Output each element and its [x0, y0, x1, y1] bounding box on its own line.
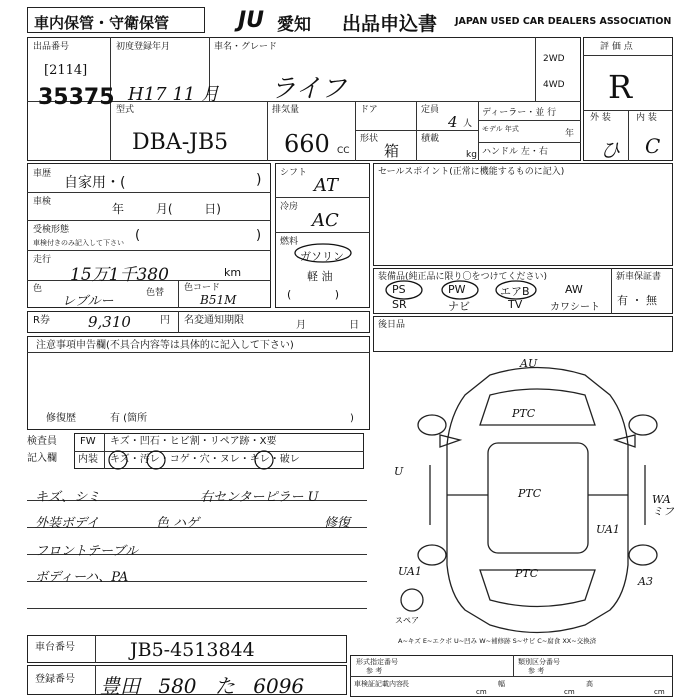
- displacement-label: 排気量: [272, 105, 300, 115]
- note-3: 色 ハゲ: [156, 516, 200, 531]
- kg-unit: kg: [466, 150, 477, 160]
- sales-point-label: セールスポイント(正常に機能するものに記入): [378, 167, 565, 177]
- diagram-mark-mifu: ミフ: [652, 505, 674, 518]
- fw-label: FW: [80, 436, 96, 447]
- transfer-label: 名変通知期限: [184, 315, 244, 326]
- mileage-value: 15万1千380: [70, 265, 169, 285]
- after-label: 後日品: [378, 320, 406, 330]
- equipment-label: 装備品(純正品に限り〇をつけてください): [378, 272, 548, 282]
- history-close: ): [256, 172, 262, 188]
- ju-logo: JU: [238, 8, 265, 33]
- repair-label: 修復歴: [46, 413, 76, 424]
- color-code-label: 色コード: [184, 283, 221, 293]
- equip-navi: ナビ: [448, 300, 470, 313]
- registration-value: 豊田 580 た 6096: [100, 674, 305, 698]
- ref-label: 参 考: [366, 667, 383, 675]
- car-diagram: [394, 355, 675, 630]
- diagram-mark-a3: A3: [638, 575, 653, 588]
- exterior-label: 外 装: [590, 113, 611, 123]
- interior-value: C: [645, 134, 661, 158]
- shift-label: シフト: [280, 168, 308, 178]
- fuel-paren: ( ): [287, 288, 340, 301]
- first-reg-value: H17 11 月: [128, 84, 219, 105]
- interior-items: キズ・汚レ・コゲ・穴・ヌレ・キレ・破レ: [110, 454, 300, 465]
- color-label: 色: [33, 284, 43, 294]
- person-unit: 人: [463, 119, 473, 129]
- cm-1: cm: [476, 688, 487, 696]
- exterior-value: ひ: [600, 138, 620, 162]
- recycle-unit: 円: [160, 315, 170, 326]
- warranty-value: 有 ・ 無: [617, 294, 657, 307]
- equip-tv: TV: [508, 298, 523, 311]
- capacity-label: 定員: [421, 105, 440, 115]
- model-label: 車名・グレード: [214, 42, 278, 52]
- shift-value: AT: [314, 175, 339, 196]
- model-value: ライフ: [270, 74, 347, 104]
- repair-value: 有 (箇所: [110, 413, 148, 424]
- load-label: 積載: [421, 134, 440, 144]
- registration-label: 登録番号: [35, 674, 75, 685]
- km-unit: km: [224, 266, 242, 279]
- drive-4wd: 4WD: [543, 80, 565, 90]
- note-2: 外装ボデイ: [35, 516, 100, 531]
- listing-no-label: 出品番号: [33, 42, 70, 52]
- shape-label: 形状: [360, 134, 379, 144]
- ref2-label: 参 考: [528, 667, 545, 675]
- storage-note-box: [27, 7, 205, 33]
- equip-ps: PS: [392, 283, 406, 296]
- inspection-value: 年 月( 日): [112, 202, 221, 216]
- door-label: ドア: [360, 105, 378, 115]
- category-label: 類別区分番号: [518, 658, 560, 666]
- storage-note: 車内保管・守衛保管: [34, 14, 170, 32]
- note-6: 右センターピラー U: [200, 490, 319, 505]
- capacity-value: 4: [448, 113, 458, 131]
- warranty-label: 新車保証書: [616, 272, 662, 282]
- receiving-sub: 車検付きのみ記入して下さい: [33, 239, 124, 247]
- model-year-label: モデル 年式: [482, 125, 519, 133]
- width-label: 幅: [498, 680, 505, 688]
- history-value: 自家用・(: [64, 175, 126, 191]
- note-1: キズ、シミ: [35, 490, 101, 505]
- interior-label: 内 装: [636, 113, 657, 123]
- chassis-value: JB5-4513844: [130, 639, 255, 661]
- inspection-label: 車検: [33, 197, 52, 207]
- recycle-label: R券: [33, 315, 50, 326]
- title-prefix: 愛知: [277, 15, 311, 35]
- equip-aw: AW: [565, 283, 583, 296]
- receiving-label: 受検形態: [33, 225, 70, 235]
- type-value: DBA-JB5: [132, 130, 229, 155]
- spare-label: スペア: [395, 616, 419, 625]
- diagram-mark-ptc-3: PTC: [515, 567, 539, 580]
- note-4: フロントテーブル: [35, 544, 138, 559]
- ac-label: 冷房: [280, 202, 299, 212]
- history-label: 車歴: [33, 169, 52, 179]
- fw-items: キズ・凹石・ヒビ割・リペア跡・X要: [110, 436, 277, 447]
- equip-pw: PW: [448, 283, 466, 296]
- after-block: [373, 316, 673, 352]
- length-label: 長: [402, 680, 409, 688]
- note-5: ボディーハ、PA: [35, 570, 129, 585]
- color-code-value: B51M: [200, 293, 237, 307]
- inspector-label2: 記入欄: [27, 453, 57, 464]
- receiving-paren: (: [135, 228, 141, 243]
- transfer-value: 月 日: [296, 320, 360, 331]
- drive-2wd: 2WD: [543, 54, 565, 64]
- ac-value: AC: [312, 210, 339, 231]
- equip-airbag: エアB: [500, 285, 530, 298]
- page-title: 出品申込書: [342, 13, 438, 35]
- year-unit: 年: [565, 129, 575, 139]
- dealer-label: ディーラー・並 行: [482, 108, 557, 118]
- displacement-value: 660: [284, 130, 330, 158]
- diagram-legend: A~キズ E~エクボ U~凹み W~補修跡 S~サビ C~腐食 XX~交換済: [398, 637, 597, 645]
- rating-value: R: [608, 68, 633, 106]
- height-label: 高: [586, 680, 593, 688]
- equip-seat: カワシート: [550, 302, 600, 313]
- diagram-mark-ptc-2: PTC: [518, 487, 542, 500]
- listing-code: [2114]: [44, 63, 88, 78]
- notes-header: 注意事項申告欄(不具合内容等は具体的に記入して下さい): [36, 340, 294, 351]
- type-label: 型式: [116, 105, 135, 115]
- diagram-mark-u: U: [394, 465, 404, 478]
- rating-label: 評 価 点: [600, 42, 633, 52]
- cc-unit: CC: [337, 146, 350, 156]
- type-dept-label: 形式指定番号: [356, 658, 398, 666]
- cm-3: cm: [654, 688, 665, 696]
- fuel-diesel: 軽 油: [307, 270, 333, 283]
- equip-sr: SR: [392, 298, 407, 311]
- diagram-mark-ptc-1: PTC: [512, 407, 536, 420]
- interior-code-label: 内装: [78, 454, 98, 465]
- recycle-value: 9,310: [88, 313, 131, 331]
- fuel-circle: [293, 242, 353, 264]
- diagram-mark-ua1-1: UA1: [596, 523, 620, 536]
- chassis-label: 車台番号: [35, 642, 75, 653]
- handle-label: ハンドル 左・右: [482, 147, 548, 157]
- fuel-label: 燃料: [280, 237, 299, 247]
- mileage-label: 走行: [33, 255, 52, 265]
- sales-point-block: [373, 163, 673, 266]
- first-reg-label: 初度登録年月: [116, 42, 171, 52]
- fuel-gasoline: ガソリン: [300, 250, 344, 263]
- color-value: レブルー: [62, 294, 114, 309]
- note-7: 修復: [324, 516, 351, 531]
- diagram-mark-wa: WA: [652, 493, 671, 506]
- inspector-label1: 検査員: [27, 436, 57, 447]
- association-name: JAPAN USED CAR DEALERS ASSOCIATION: [455, 16, 672, 27]
- cm-2: cm: [564, 688, 575, 696]
- listing-no: 35375: [38, 85, 115, 110]
- size-label: 車検証記載内容: [354, 680, 403, 688]
- diagram-mark-au: AU: [520, 357, 538, 370]
- receiving-close: ): [256, 228, 262, 243]
- equipment-circles: [378, 276, 613, 312]
- color-change-label: 色替: [146, 288, 165, 298]
- shape-value: 箱: [384, 142, 400, 160]
- diagram-mark-ua1-2: UA1: [398, 565, 422, 578]
- repair-close: ): [350, 413, 354, 424]
- interior-circles: [104, 451, 304, 471]
